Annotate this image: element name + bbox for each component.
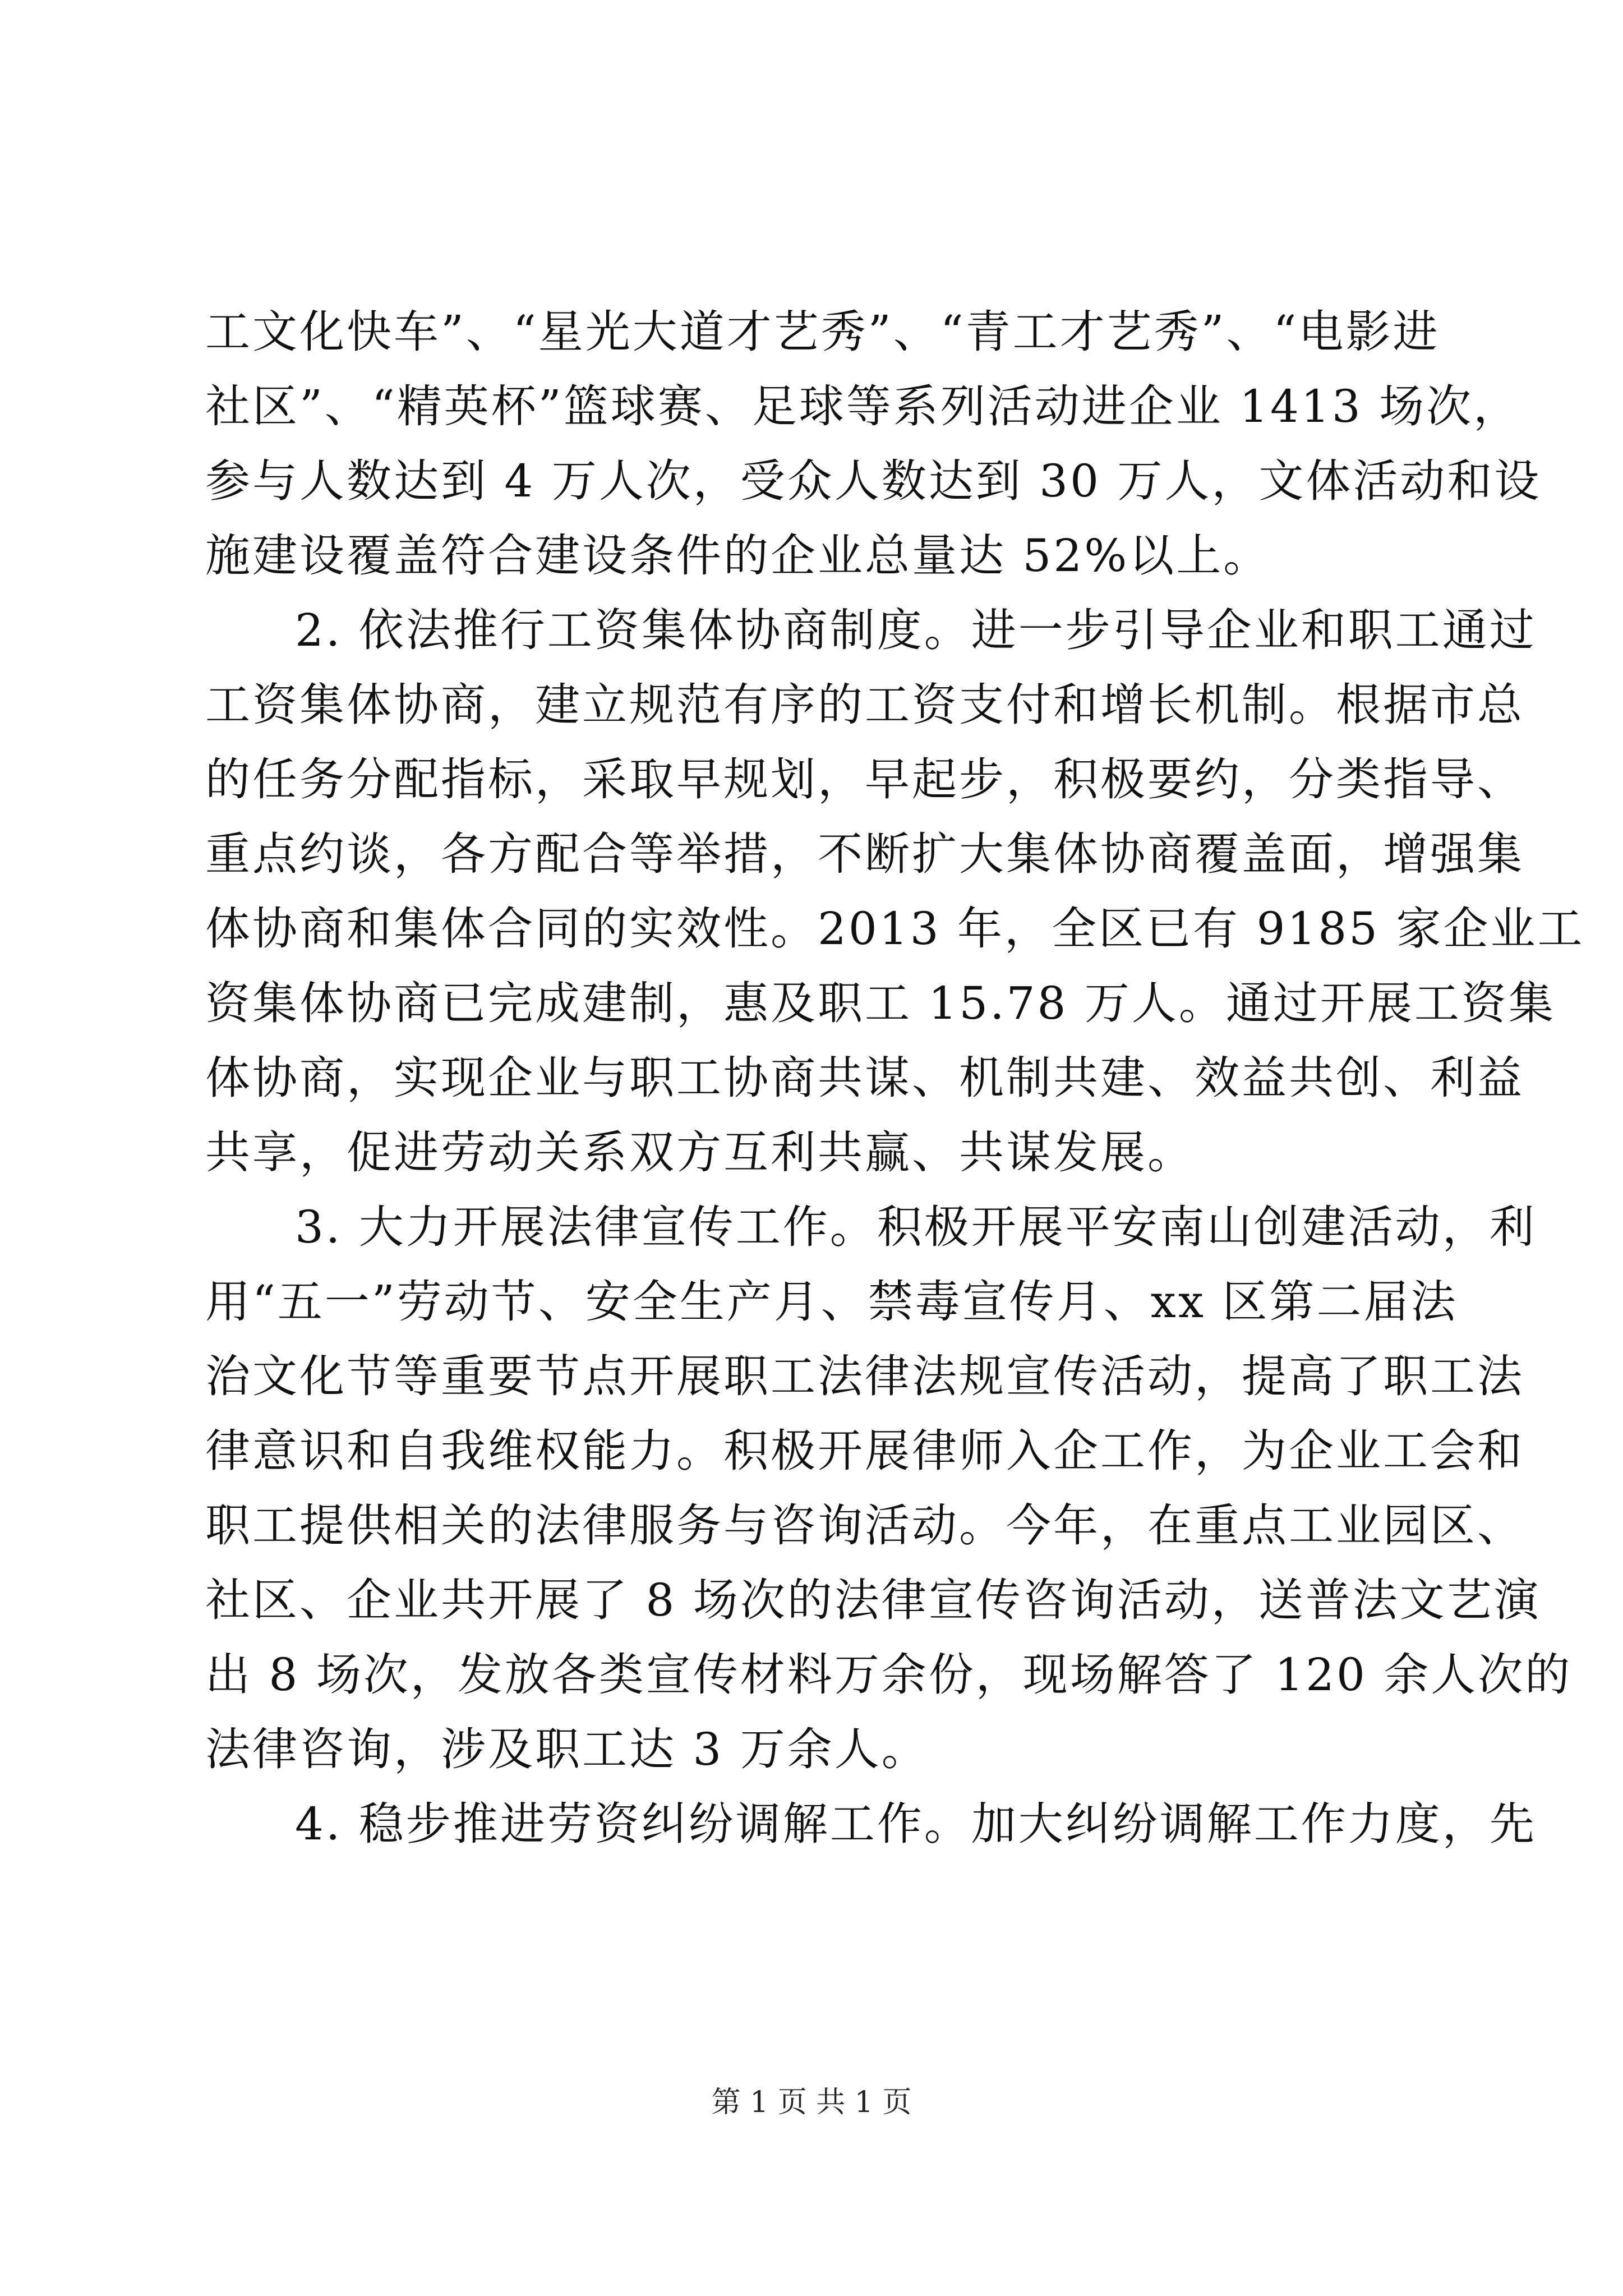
text-line: 2. 依法推行工资集体协商制度。进一步引导企业和职工通过	[295, 604, 1537, 656]
document-body	[205, 295, 1585, 1861]
text-line: 工资集体协商，建立规范有序的工资支付和增长机制。根据市总	[205, 679, 1524, 731]
paragraph-3	[205, 1190, 1573, 1787]
page-number-label: 第 1 页 共 1 页	[711, 2086, 912, 2119]
text-line: 出 8 场次，发放各类宣传材料万余份，现场解答了 120 余人次的	[205, 1649, 1573, 1701]
text-line: 社区、企业共开展了 8 场次的法律宣传咨询活动，送普法文艺演	[205, 1574, 1541, 1626]
text-line: 体协商，实现企业与职工协商共谋、机制共建、效益共创、利益	[205, 1052, 1524, 1104]
text-line: 体协商和集体合同的实效性。2013 年，全区已有 9185 家企业工	[205, 903, 1585, 955]
paragraph-2	[205, 593, 1585, 1190]
text-line: 治文化节等重要节点开展职工法律法规宣传活动，提高了职工法	[205, 1350, 1524, 1402]
text-line: 资集体协商已完成建制，惠及职工 15.78 万人。通过开展工资集	[205, 977, 1556, 1029]
text-line: 施建设覆盖符合建设条件的企业总量达 52%以上。	[205, 530, 1271, 582]
paragraph-4	[205, 1787, 1537, 1861]
text-line: 职工提供相关的法律服务与咨询活动。今年，在重点工业园区、	[205, 1499, 1524, 1552]
text-line: 工文化快车”、“星光大道才艺秀”、“青工才艺秀”、“电影进	[205, 306, 1440, 358]
text-line: 律意识和自我维权能力。积极开展律师入企工作，为企业工会和	[205, 1425, 1524, 1477]
text-line: 用“五一”劳动节、安全生产月、禁毒宣传月、xx 区第二届法	[205, 1276, 1458, 1328]
text-line: 的任务分配指标，采取早规划，早起步，积极要约，分类指导、	[205, 753, 1524, 806]
paragraph-1	[205, 295, 1542, 593]
text-line: 法律咨询，涉及职工达 3 万余人。	[205, 1723, 929, 1775]
page-footer	[0, 2078, 1623, 2120]
text-line: 共享，促进劳动关系双方互利共赢、共谋发展。	[205, 1126, 1195, 1179]
text-line: 3. 大力开展法律宣传工作。积极开展平安南山创建活动，利	[295, 1201, 1537, 1253]
text-line: 4. 稳步推进劳资纠纷调解工作。加大纠纷调解工作力度，先	[295, 1798, 1537, 1850]
text-line: 重点约谈，各方配合等举措，不断扩大集体协商覆盖面，增强集	[205, 828, 1524, 880]
text-line: 参与人数达到 4 万人次，受众人数达到 30 万人，文体活动和设	[205, 455, 1542, 507]
text-line: 社区”、“精英杯”篮球赛、足球等系列活动进企业 1413 场次，	[205, 380, 1521, 432]
